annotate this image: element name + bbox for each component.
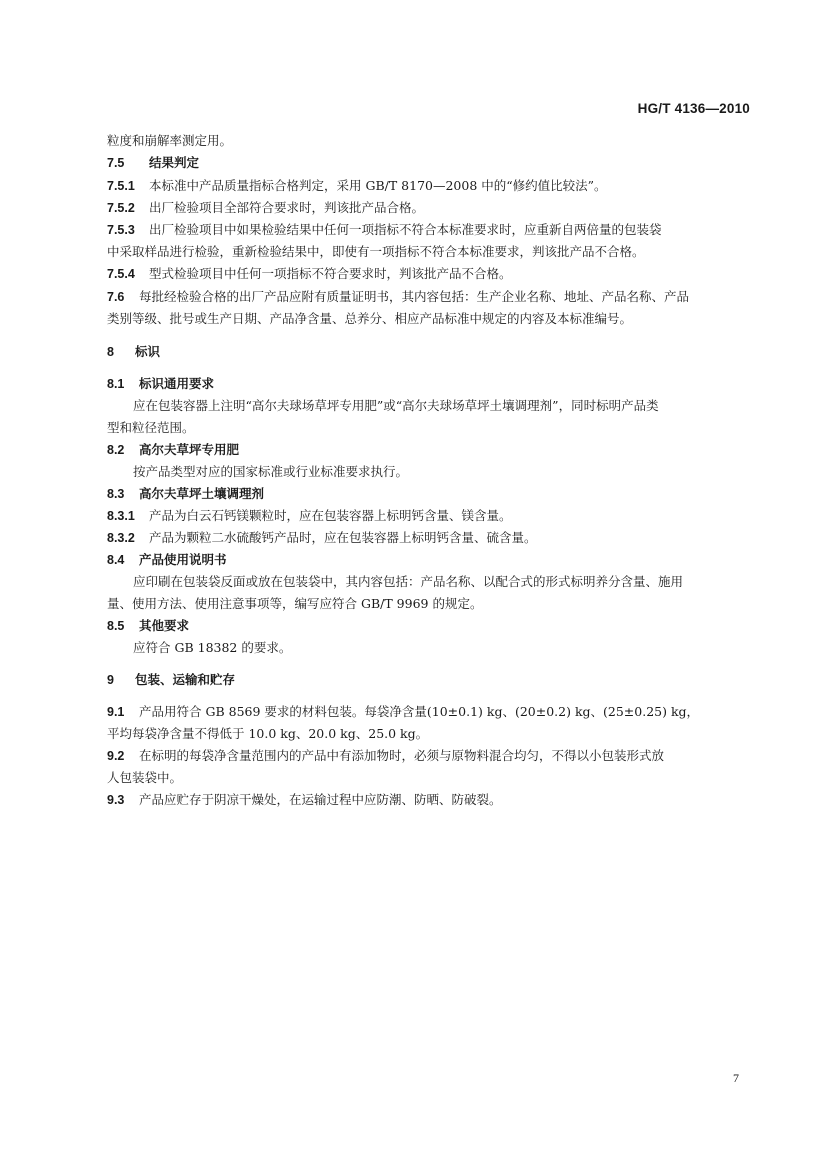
document-code: HG/T 4136—2010 xyxy=(637,101,750,116)
clause-8-1-text: 应在包装容器上注明“高尔夫球场草坪专用肥”或“高尔夫球场草坪土壤调理剂”，同时标明产品类 xyxy=(133,398,659,413)
section-heading-8-2: 8.2 高尔夫草坪专用肥 xyxy=(107,442,240,457)
clause-8-3-2: 8.3.2 产品为颗粒二水硫酸钙产品时，应在包装容器上标明钙含量、硫含量。 xyxy=(107,530,537,545)
clause-9-2: 9.2 在标明的每袋净含量范围内的产品中有添加物时，必须与原物料混合均匀，不得以小包装形式放 xyxy=(107,748,665,763)
clause-9-1: 9.1 产品用符合 GB 8569 要求的材料包装。每袋净含量(10±0.1) kg、(20±0.2) kg、(25±0.25) kg， xyxy=(107,704,700,719)
chapter-heading-8: 8 标识 xyxy=(107,344,161,359)
clause-7-5-1: 7.5.1 本标准中产品质量指标合格判定，采用 GB/T 8170—2008 中的“修约值比较法”。 xyxy=(107,178,607,193)
clause-8-1-cont: 型和粒径范围。 xyxy=(107,420,195,435)
clause-7-5-4: 7.5.4 型式检验项目中任何一项指标不符合要求时，判该批产品不合格。 xyxy=(107,266,512,281)
paragraph-line: 粒度和崩解率测定用。 xyxy=(107,133,233,148)
clause-7-6: 7.6 每批经检验合格的出厂产品应附有质量证明书，其内容包括：生产企业名称、地址、产品名称、产品 xyxy=(107,289,690,304)
clause-8-2-text: 按产品类型对应的国家标准或行业标准要求执行。 xyxy=(133,464,409,479)
clause-8-3-1: 8.3.1 产品为白云石钙镁颗粒时，应在包装容器上标明钙含量、镁含量。 xyxy=(107,508,512,523)
clause-8-5-text: 应符合 GB 18382 的要求。 xyxy=(133,640,292,655)
section-heading-7-5: 7.5 结果判定 xyxy=(107,155,200,170)
section-heading-8-1: 8.1 标识通用要求 xyxy=(107,376,215,391)
clause-7-5-3-cont: 中采取样品进行检验，重新检验结果中，即使有一项指标不符合本标准要求，判该批产品不合格。 xyxy=(107,244,645,259)
clause-8-4-text: 应印刷在包装袋反面或放在包装袋中，其内容包括：产品名称、以配合式的形式标明养分含量、施用 xyxy=(133,574,684,589)
page-number: 7 xyxy=(733,1071,739,1085)
section-heading-8-3: 8.3 高尔夫草坪土壤调理剂 xyxy=(107,486,265,501)
clause-7-6-cont: 类别等级、批号或生产日期、产品净含量、总养分、相应产品标准中规定的内容及本标准编号。 xyxy=(107,311,633,326)
section-heading-8-4: 8.4 产品使用说明书 xyxy=(107,552,227,567)
clause-9-2-cont: 人包装袋中。 xyxy=(107,770,183,785)
clause-7-5-2: 7.5.2 出厂检验项目全部符合要求时，判该批产品合格。 xyxy=(107,200,425,215)
clause-7-5-3: 7.5.3 出厂检验项目中如果检验结果中任何一项指标不符合本标准要求时，应重新自两倍量的包装袋 xyxy=(107,222,662,237)
clause-9-3: 9.3 产品应贮存于阴凉干燥处，在运输过程中应防潮、防晒、防破裂。 xyxy=(107,792,502,807)
clause-9-1-cont: 平均每袋净含量不得低于 10.0 kg、20.0 kg、25.0 kg。 xyxy=(107,726,429,741)
chapter-heading-9: 9 包装、运输和贮存 xyxy=(107,672,236,687)
section-heading-8-5: 8.5 其他要求 xyxy=(107,618,190,633)
clause-8-4-cont: 量、使用方法、使用注意事项等，编写应符合 GB/T 9969 的规定。 xyxy=(107,596,483,611)
